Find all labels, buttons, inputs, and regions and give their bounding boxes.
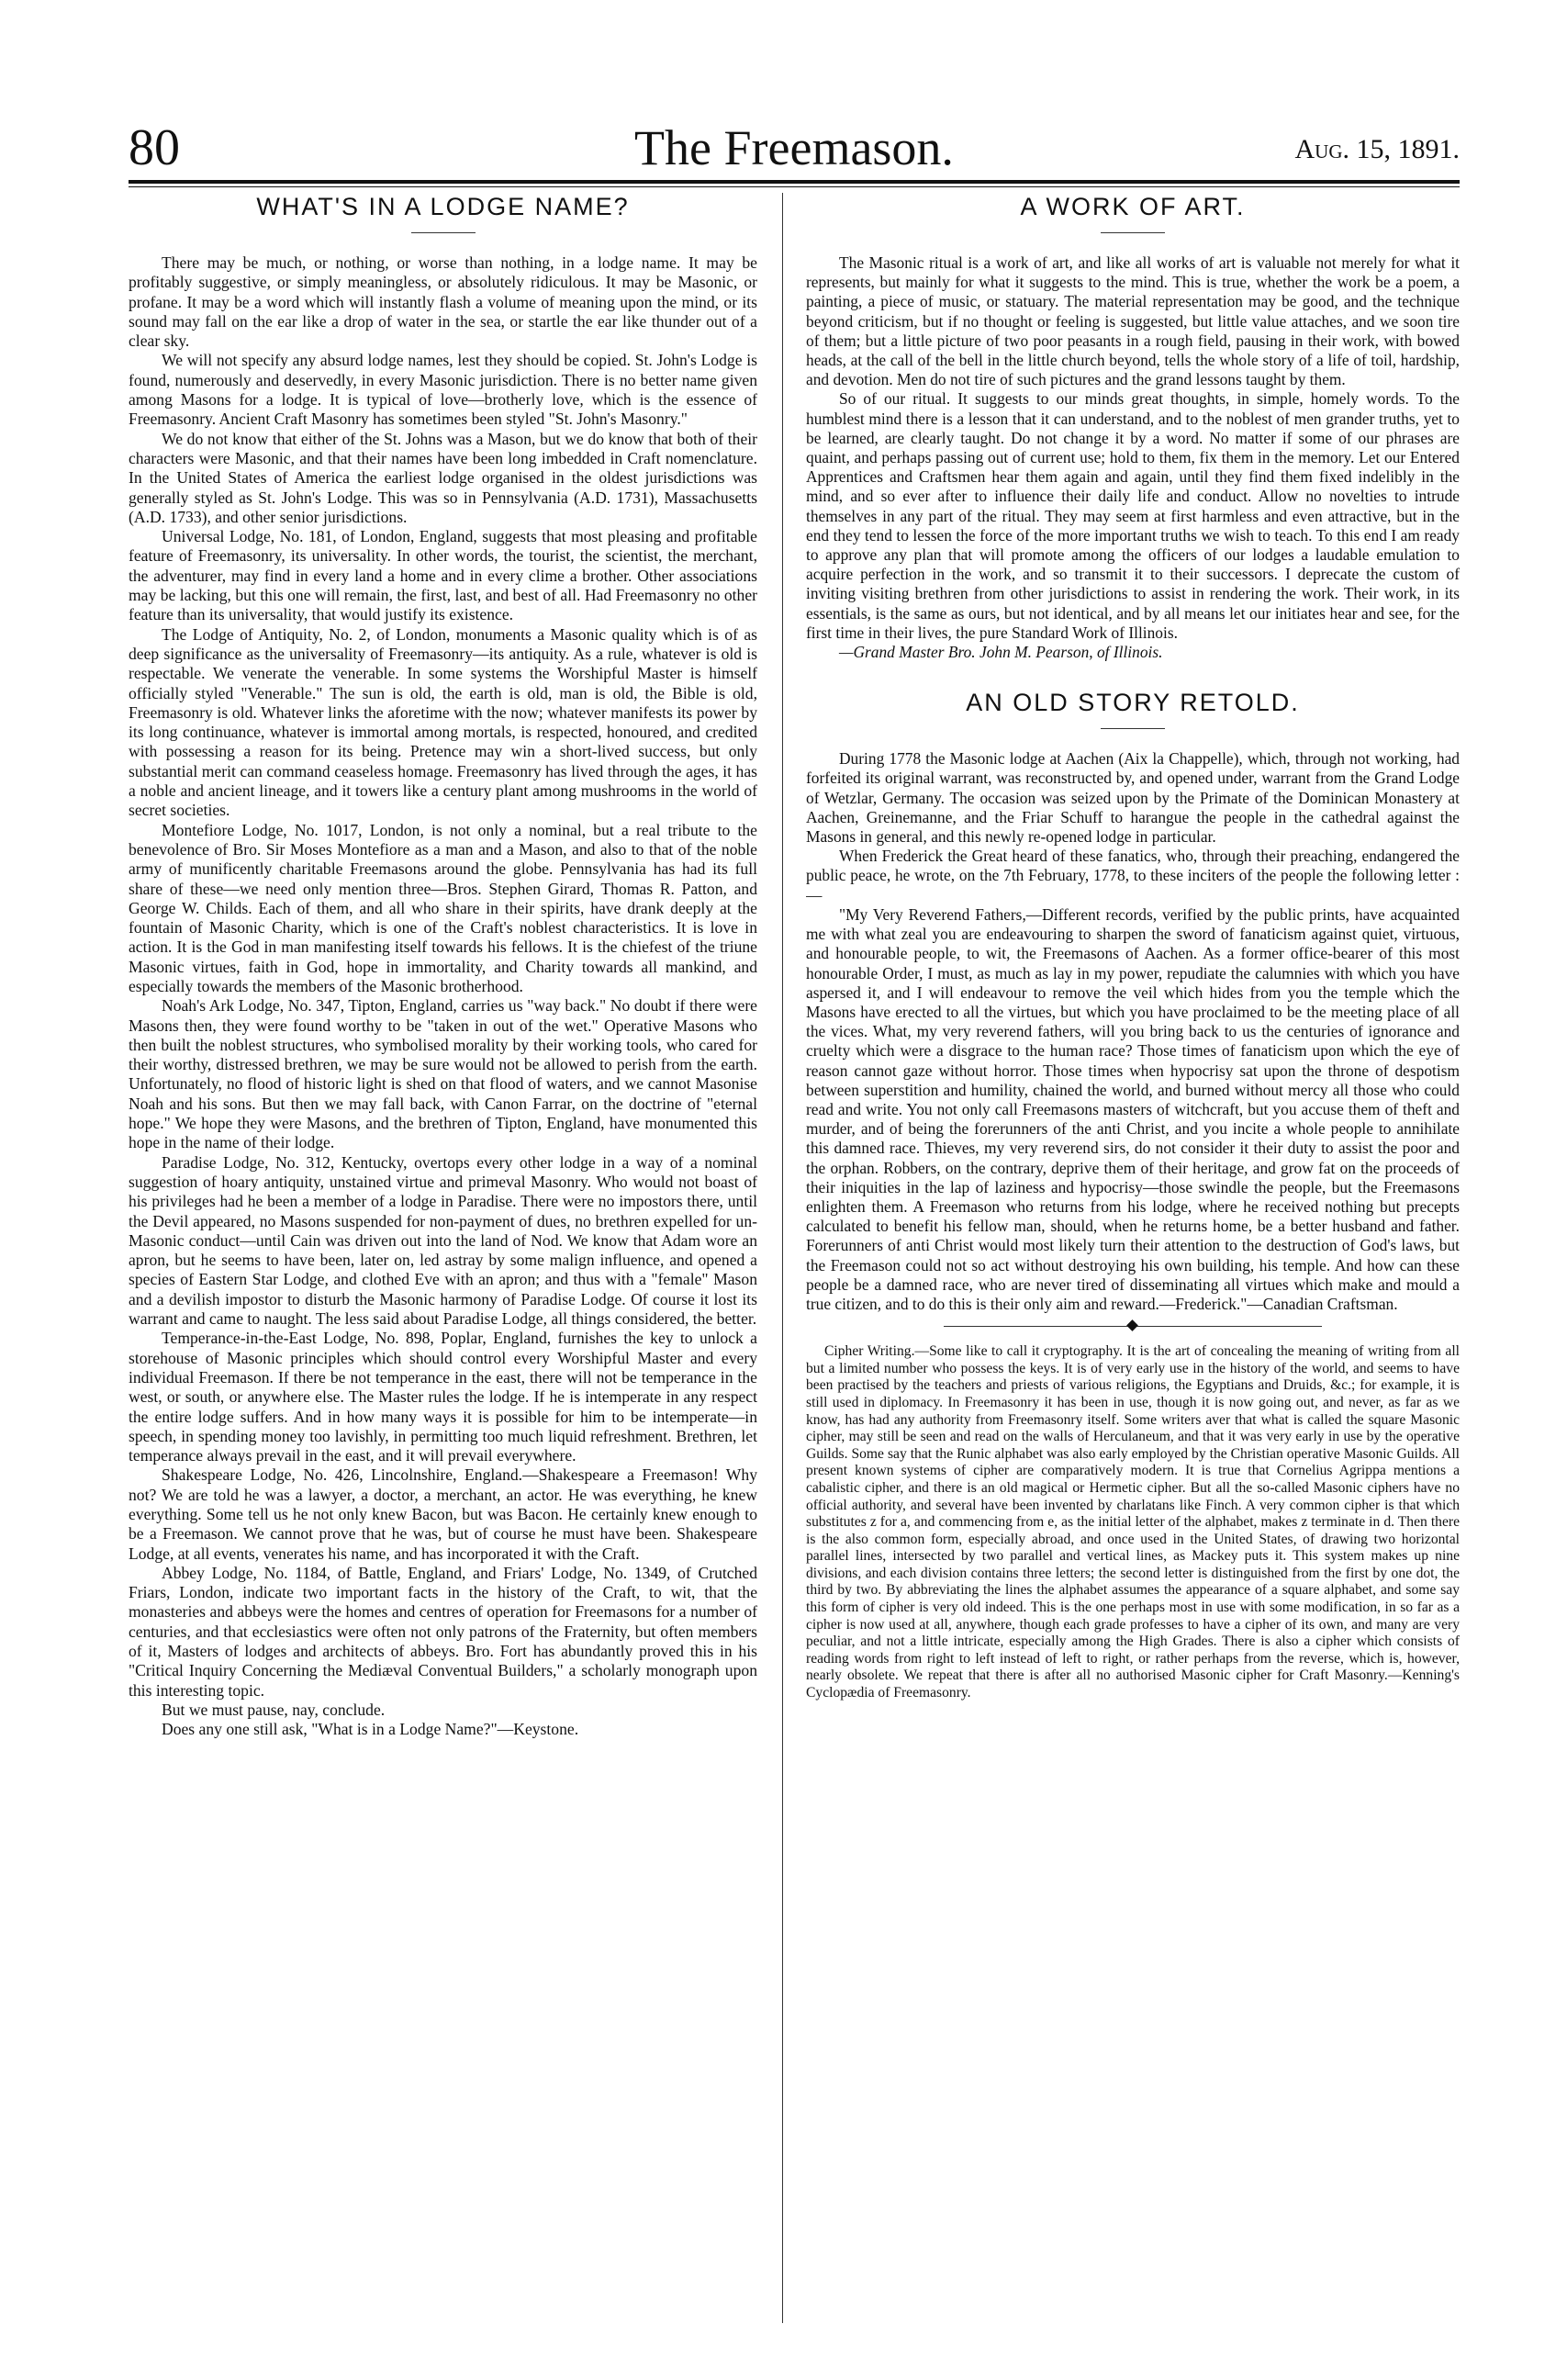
article-paragraph: So of our ritual. It suggests to our minds great thoughts, in simple, homely words. To the humblest mind there is a lesson that it can understand, and to the noblest of men grander truths, yet to be learned, are clearly taught. Do not change it by a word. No matter if some of our phrases are quaint, and perhaps passing out of current use; hold to them, fix them in the memory. Let our Entered Apprentices and Craftsmen hear them again and again, until they find them fixed indelibly in the mind, and so ever after to influence their daily life and conduct. Allow no novelties to intrude themselves in any part of the ritual. They may seem at first harmless and even attractive, but in the end they tend to lessen the force of the more important truths we wish to teach. To this end I am ready to approve any plan that will promote among the officers of our lodges a laudable emulation to acquire perfection in the work, and so transmit it to their successors. I deprecate the custom of inviting visiting brethren from other jurisdictions to assist in rendering the work. Their work, in its essentials, is the same as ours, but not identical, and by all means let our initiates hear and see, for the first time in their lives, the pure Standard Work of Illinois. [806, 389, 1460, 642]
article-paragraph: During 1778 the Masonic lodge at Aachen (Aix la Chappelle), which, through not working, had forfeited its original warrant, was reconstructed by, and opened under, warrant from the Grand Lodge of Wetzlar, Germany. The occasion was seized upon by the Primate of the Dominican Monastery at Aachen, Greinemanne, and the Friar Schuff to harangue the people in the cathedral against the Masons in general, and this newly re-opened lodge in particular. [806, 749, 1460, 847]
article-paragraph: We will not specify any absurd lodge names, lest they should be copied. St. John's Lodge is found, numerously and deservedly, in every Masonic jurisdiction. There is no better name given among Masons for a lodge. It is typical of love—brotherly love, which is the essence of Freemasonry. Ancient Craft Masonry has sometimes been styled "St. John's Masonry." [129, 351, 757, 429]
masthead-rule-thick [129, 180, 1460, 184]
masthead-rule-thin [129, 186, 1460, 187]
spacer [806, 662, 1460, 684]
article-paragraph: Paradise Lodge, No. 312, Kentucky, overtops every other lodge in a way of a nominal suggestion of hoary antiquity, unstained virtue and primeval Masonry. Who would not boast of his privileges had he been a member of a lodge in Paradise. There were no impostors there, until the Devil appeared, no Masons suspended for non-payment of dues, no brethren expelled for un-Masonic conduct—until Cain was driven out into the land of Nod. We know that Adam wore an apron, but he seems to have been, later on, led astray by some malign influence, and opened a species of Eastern Star Lodge, and clothed Eve with an apron; and thus with a "female" Mason and a devilish impostor to disturb the Masonic harmony of Paradise Lodge. Of course it lost its warrant and came to naught. The less said about Paradise Lodge, all things considered, the better. [129, 1152, 757, 1329]
article-attribution: —Grand Master Bro. John M. Pearson, of Illinois. [839, 643, 1163, 662]
article-work-of-art [806, 253, 1460, 662]
article-paragraph: Universal Lodge, No. 181, of London, England, suggests that most pleasing and profitable feature of Freemasonry, its universality. In other words, the tourist, the scientist, the merchant, the adventurer, may find in every land a home and in every clime a brother. Other associations may be lacking, but this one will remain, the first, last, and best of all. Had Freemasonry no other feature than its universality, that would justify its existence. [129, 527, 757, 624]
section-separator [806, 1318, 1460, 1336]
article-paragraph: Shakespeare Lodge, No. 426, Lincolnshire, England.—Shakespeare a Freemason! Why not? We are told he was a lawyer, a doctor, a merchant, an actor. He was everything, he knew everything. Some tell us he not only knew Bacon, but was Bacon. He certainly knew enough to be a Freemason. We cannot prove that he was, but of course he must have been. Shakespeare Lodge, at all events, venerates his name, and has incorporated it with the Craft. [129, 1465, 757, 1563]
article-paragraph: Does any one still ask, "What is in a Lodge Name?"—Keystone. [162, 1720, 579, 1739]
diamond-ornament-icon [1126, 1319, 1138, 1331]
article-headline-old-story: AN OLD STORY RETOLD. [966, 689, 1300, 717]
article-paragraph: Montefiore Lodge, No. 1017, London, is not only a nominal, but a real tribute to the benevolence of Bro. Sir Moses Montefiore as a man and a Mason, and also to that of the noble army of munificently charitable Freemasons around the globe. Pennsylvania has had its full share of these—we need only mention three—Bros. Stephen Girard, Thomas R. Patton, and George W. Childs. Each of them, and all who share in their spirits, have drank deeply at the fountain of Masonic Charity, which is one of the Craft's noblest characteristics. It is love in action. It is the God in man manifesting itself towards his fellows. It is the chiefest of the triune Masonic virtues, faith in God, hope in immortality, and Charity towards all mankind, and especially towards the members of the Masonic brotherhood. [129, 820, 757, 995]
page-number: 80 [129, 119, 180, 176]
article-paragraph: But we must pause, nay, conclude. [162, 1700, 386, 1719]
article-paragraph: The Lodge of Antiquity, No. 2, of London, monuments a Masonic quality which is of as deep significance as the universality of Freemasonry—its antiquity. As a rule, whatever is old is respectable. We venerate the venerable. In some systems the Worshipful Master is himself officially styled "Venerable." The sun is old, the earth is old, man is old, the Bible is old, Freemasonry is old. Whatever links the aforetime with the now; whatever manifests its power by its long continuance, whatever is immortal among mortals, is respected, honoured, and credited with possessing a reason for its being. Pretence may win a short-lived success, but only substantial merit can command ceaseless homage. Freemasonry has lived through the ages, it has a noble and ancient lineage, and it towers like a century plant among mushrooms in the world of secret societies. [129, 624, 757, 820]
article-paragraph: Noah's Ark Lodge, No. 347, Tipton, England, carries us "way back." No doubt if there were Masons then, they were found worthy to be "taken in out of the wet." Operative Masons who then built the noblest structures, who symbolised morality by their working tools, who cared for their worthy, distressed brethren, we may be sure would not be allowed to perish from the earth. Unfortunately, no flood of historic light is shed on that flood of waters, and we cannot Masonise Noah and his sons. But then we may fall back, with Canon Farrar, on the doctrine of "eternal hope." We hope they were Masons, and the brethren of Tipton, England, have monumented this hope in the name of their lodge. [129, 996, 757, 1152]
issue-date: Aug. 15, 1891. [1294, 134, 1460, 164]
left-column [129, 188, 757, 2318]
article-old-story [806, 749, 1460, 1314]
article-paragraph: Abbey Lodge, No. 1184, of Battle, England, and Friars' Lodge, No. 1349, of Crutched Friars, London, indicate two important facts in the history of the Craft, to wit, that the monasteries and abbeys were the homes and centres of operation for Freemasons for a number of centuries, and that ecclesiastics were often not only patrons of the Fraternity, but often members of it, Masters of lodges and architects of abbeys. Bro. Fort has abundantly proved this in his "Critical Inquiry Concerning the Mediæval Conventual Builders," a scholarly monograph upon this interesting topic. [129, 1563, 757, 1700]
article-paragraph: We do not know that either of the St. Johns was a Mason, but we do know that both of their characters were Masonic, and that their names have been long imbedded in Craft nomenclature. In the United States of America the earliest lodge organised in the oldest jurisdictions was generally styled as St. John's Lodge. This was so in Pennsylvania (A.D. 1731), Massachusetts (A.D. 1733), and other senior jurisdictions. [129, 429, 757, 526]
masthead [129, 116, 1460, 180]
newspaper-title: The Freemason. [634, 120, 954, 175]
article-paragraph: "My Very Reverend Fathers,—Different records, verified by the public prints, have acquainted me with what zeal you are endeavouring to sharpen the sword of fanaticism against quiet, virtuous, and honourable people, to wit, the Freemasons of Aachen. As a former office-bearer of this most honourable Order, I must, as much as lay in my power, repudiate the calumnies with which you have aspersed it, and I will endeavour to remove the veil which hides from you the temple which the Masons have erected to all the virtues, but which you have proclaimed to be the meeting place of all the vices. What, my very reverend fathers, will you bring back to us the centuries of ignorance and cruelty which were a disgrace to the human race? Those times of fanaticism upon which the eye of reason cannot gaze without horror. Those times when hypocrisy sat upon the throne of despotism between superstition and humility, chained the world, and burned without mercy all those who could read and write. You not only call Freemasons masters of witchcraft, but you accuse them of theft and murder, and of being the forerunners of the anti Christ, and you incite a whole people to annihilate this damned race. Thieves, my very reverend sirs, do not consider it their duty to assist the poor and the orphan. Robbers, on the contrary, deprive them of their heritage, and grow fat on the proceeds of their iniquities in the lap of laziness and hypocrisy—those swindle the people, but the Freemasons enlighten them. A Freemason who returns from his lodge, where he received nothing but precepts calculated to benefit his fellow man, should, when he returns home, be a better husband and father. Forerunners of anti Christ would most likely turn their attention to the destruction of God's laws, but the Freemason could not so act without destroying his own building, his temple. And how can these people be a damned race, who are never tired of disseminating all virtues which make and mould a true citizen, and to do this is their only aim and reward.—Frederick."—Canadian Craftsman. [806, 904, 1460, 1313]
headline-rule [1101, 728, 1165, 729]
column-divider [782, 193, 783, 2323]
headline-rule [1101, 232, 1165, 233]
article-paragraph: Cipher Writing.—Some like to call it cryptography. It is the art of concealing the meaning of writing from all but a limited number who possess the keys. It is of very early use in the history of the world, and seems to have been practised by the teachers and priests of various religions, the Egyptians and Druids, &c.; for example, it is still used in diplomacy. In Freemasonry it has been in use, though it is now going out, and never, as far as we know, has had any authority from Freemasonry itself. Some writers aver that what is called the square Masonic cipher, may still be seen and read on the walls of Herculaneum, and that it was very early in use by the operative Guilds. Some say that the Runic alphabet was also early employed by the Christian operative Masonic Guilds. All present known systems of cipher are comparatively modern. It is true that Cornelius Agrippa mentions a cabalistic cipher, and there is an old magical or Hermetic cipher. But all the so-called Masonic ciphers have no official authority, and several have been invented by charlatans like Finch. A very common cipher is that which substitutes z for a, and commencing from e, as the initial letter of the alphabet, makes z terminate in d. Then there is the also common form, especially abroad, and once used in the United States, of drawing two horizontal parallel lines, intersected by two parallel and vertical lines, as Mackey puts it. This system makes up nine divisions, and each division contains three letters; the second letter is distinguished from the first by one dot, the third by two. By abbreviating the lines the alphabet assumes the appearance of a square alphabet, and some say this form of cipher is very old indeed. This is the one perhaps most in use with some modification, in so far as a cipher is now used at all, anywhere, though each grade professes to have a cipher of its own, and many are very peculiar, and not a little intricate, especially among the High Grades. There is also a cipher which consists of reading words from right to left instead of left to right, or rather perhaps from the reverse, which is, however, nearly obsolete. We repeat that there is after all no authorised Masonic cipher for Craft Masonry.—Kenning's Cyclopædia of Freemasonry. [806, 1343, 1460, 1701]
article-lodge-name [129, 253, 757, 1740]
article-paragraph: Temperance-in-the-East Lodge, No. 898, Poplar, England, furnishes the key to unlock a storehouse of Masonic principles which should control every Worshipful Master and every individual Freemason. If there be not temperance in the east, there will not be temperance in the west, or south, or anywhere else. The Master rules the lodge. If he is intemperate in any respect the entire lodge suffers. And in how many ways it is possible for him to be intemperate—in speech, in spending money too lavishly, in permitting too much liquid refreshment. Brethren, let temperance always prevail in the east, and it will prevail everywhere. [129, 1329, 757, 1465]
right-column [806, 188, 1460, 2318]
article-paragraph: When Frederick the Great heard of these fanatics, who, through their preaching, endangered the public peace, he wrote, on the 7th February, 1778, to these inciters of the people the following letter :— [806, 847, 1460, 904]
article-headline-lodge-name: WHAT'S IN A LODGE NAME? [256, 193, 630, 220]
headline-rule [411, 232, 476, 233]
article-paragraph: There may be much, or nothing, or worse than nothing, in a lodge name. It may be profitably suggestive, or simply meaningless, or absolutely ridiculous. It may be Masonic, or profane. It may be a word which will instantly flash a volume of meaning upon the mind, or its sound may fall on the ear like a drop of water in the sea, or startle the ear like thunder out of a clear sky. [129, 253, 757, 351]
article-cipher-writing [806, 1343, 1460, 1701]
article-headline-work-of-art: A WORK OF ART. [1020, 193, 1246, 220]
article-paragraph: The Masonic ritual is a work of art, and like all works of art is valuable not merely for what it represents, but mainly for what it suggests to the mind. This is true, whether the work be a poem, a painting, a piece of music, or statuary. The material representation may be good, and the technique beyond criticism, but if no thought or feeling is suggested, but little value attaches, and we soon tire of them; but a little picture of two poor peasants in a rough field, pausing in their work, with bowed heads, at the call of the bell in the little church beyond, tells the whole story of a life of toil, hardship, and devotion. Men do not tire of such pictures and the grand lessons taught by them. [806, 253, 1460, 389]
